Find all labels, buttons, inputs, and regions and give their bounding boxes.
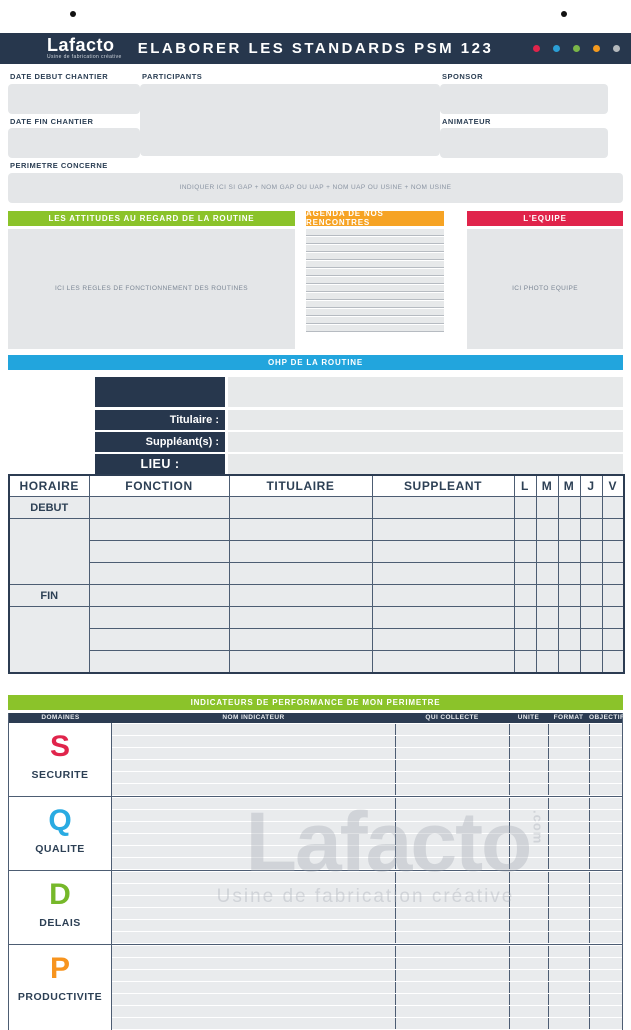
participants-label: PARTICIPANTS bbox=[142, 72, 203, 81]
date-debut-field[interactable] bbox=[8, 84, 140, 114]
ohp-table bbox=[8, 474, 625, 674]
date-debut-label: DATE DEBUT CHANTIER bbox=[10, 72, 109, 81]
lieu-label: LIEU : bbox=[95, 454, 225, 474]
agenda-line[interactable] bbox=[306, 317, 444, 324]
ohp-cell[interactable] bbox=[602, 563, 624, 585]
indicator-row[interactable] bbox=[112, 760, 622, 771]
agenda-line[interactable] bbox=[306, 229, 444, 236]
ohp-title-box[interactable] bbox=[95, 377, 225, 407]
ohp-cell[interactable] bbox=[89, 563, 229, 585]
domain-cell-securite bbox=[9, 723, 112, 796]
ohp-cell[interactable] bbox=[580, 607, 602, 629]
info-form bbox=[8, 69, 623, 158]
domain-cell-qualite bbox=[9, 797, 112, 870]
agenda-line[interactable] bbox=[306, 309, 444, 316]
ohp-cell[interactable] bbox=[536, 497, 558, 519]
indicator-row[interactable] bbox=[112, 994, 622, 1005]
middle-sections bbox=[8, 211, 623, 349]
ohp-cell[interactable] bbox=[536, 629, 558, 651]
indicator-row[interactable] bbox=[112, 908, 622, 919]
ohp-cell[interactable] bbox=[514, 607, 536, 629]
ohp-cell[interactable] bbox=[536, 651, 558, 673]
agenda-line[interactable] bbox=[306, 301, 444, 308]
ohp-cell[interactable] bbox=[372, 541, 514, 563]
logo-tagline-text: Usine de fabrication créative bbox=[47, 54, 122, 60]
indicator-row[interactable] bbox=[112, 1006, 622, 1017]
header-bar bbox=[0, 33, 631, 64]
table-row bbox=[9, 519, 624, 541]
domain-section-productivite bbox=[9, 945, 622, 1030]
indicator-row[interactable] bbox=[112, 946, 622, 957]
ohp-cell[interactable] bbox=[229, 519, 372, 541]
ohp-cell[interactable] bbox=[558, 563, 580, 585]
sponsor-label: SPONSOR bbox=[442, 72, 484, 81]
ohp-cell[interactable] bbox=[514, 629, 536, 651]
indicator-rows bbox=[112, 871, 622, 944]
agenda-line[interactable] bbox=[306, 245, 444, 252]
ohp-cell[interactable] bbox=[558, 607, 580, 629]
col-titulaire: TITULAIRE bbox=[229, 475, 372, 497]
domain-cell-delais bbox=[9, 871, 112, 944]
indicator-rows bbox=[112, 945, 622, 1030]
ohp-cell[interactable] bbox=[372, 563, 514, 585]
watermark-com-text: .com bbox=[530, 810, 546, 845]
ohp-cell[interactable] bbox=[580, 497, 602, 519]
agenda-line[interactable] bbox=[306, 237, 444, 244]
ohp-cell[interactable] bbox=[229, 563, 372, 585]
indicator-row[interactable] bbox=[112, 784, 622, 795]
ohp-cell[interactable] bbox=[514, 563, 536, 585]
ohp-cell[interactable] bbox=[372, 585, 514, 607]
col-day-v: V bbox=[602, 475, 624, 497]
indicator-row[interactable] bbox=[112, 724, 622, 735]
horaire-merged-cell[interactable] bbox=[9, 519, 89, 585]
logo-brand-text: Lafacto bbox=[47, 35, 115, 55]
ohp-cell[interactable] bbox=[602, 629, 624, 651]
ohp-cell[interactable] bbox=[89, 629, 229, 651]
indicator-row[interactable] bbox=[112, 982, 622, 993]
col-nom-indicateur: NOM INDICATEUR bbox=[222, 713, 285, 721]
date-fin-field[interactable] bbox=[8, 128, 140, 158]
agenda-line[interactable] bbox=[306, 277, 444, 284]
indicator-row[interactable] bbox=[112, 884, 622, 895]
domain-name-qualite: QUALITE bbox=[35, 842, 85, 855]
ohp-cell[interactable] bbox=[229, 651, 372, 673]
col-suppleant: SUPPLEANT bbox=[372, 475, 514, 497]
domain-section-delais bbox=[9, 871, 622, 945]
ohp-cell[interactable] bbox=[580, 651, 602, 673]
indicator-row[interactable] bbox=[112, 822, 622, 833]
indicators-table bbox=[8, 713, 623, 1030]
ohp-cell[interactable] bbox=[372, 629, 514, 651]
table-row bbox=[9, 651, 624, 673]
debut-cell: DEBUT bbox=[9, 497, 89, 519]
ohp-cell[interactable] bbox=[372, 519, 514, 541]
domain-section-qualite bbox=[9, 797, 622, 871]
header-color-dots bbox=[533, 45, 620, 52]
ohp-cell[interactable] bbox=[372, 607, 514, 629]
indicator-row[interactable] bbox=[112, 748, 622, 759]
domain-section-securite bbox=[9, 723, 622, 797]
indicator-row[interactable] bbox=[112, 920, 622, 931]
perimetre-hint-text: INDIQUER ICI SI GAP + NOM GAP OU UAP + NOM UAP OU USINE + NOM USINE bbox=[179, 184, 452, 191]
animateur-label: ANIMATEUR bbox=[442, 116, 491, 126]
ohp-cell[interactable] bbox=[558, 585, 580, 607]
perimetre-field[interactable] bbox=[8, 173, 623, 203]
ohp-cell[interactable] bbox=[536, 585, 558, 607]
equipe-photo-box[interactable] bbox=[467, 229, 623, 349]
ohp-cell[interactable] bbox=[89, 607, 229, 629]
ohp-cell[interactable] bbox=[580, 563, 602, 585]
table-row bbox=[9, 607, 624, 629]
color-dot bbox=[533, 45, 540, 52]
color-dot bbox=[553, 45, 560, 52]
equipe-header: L'EQUIPE bbox=[467, 211, 623, 226]
section-equipe bbox=[467, 211, 623, 349]
agenda-line[interactable] bbox=[306, 293, 444, 300]
ohp-cell[interactable] bbox=[558, 497, 580, 519]
section-attitudes bbox=[8, 211, 295, 349]
ohp-cell[interactable] bbox=[89, 541, 229, 563]
watermark-tagline-text: Usine de fabrication créative bbox=[216, 886, 515, 907]
domain-name-securite: SECURITE bbox=[31, 768, 89, 781]
perimetre-label: PERIMETRE CONCERNE bbox=[10, 161, 108, 170]
indicator-row[interactable] bbox=[112, 872, 622, 883]
table-row bbox=[9, 563, 624, 585]
ohp-band: OHP DE LA ROUTINE bbox=[8, 355, 623, 370]
ohp-cell[interactable] bbox=[602, 541, 624, 563]
horaire-merged-cell[interactable] bbox=[9, 607, 89, 673]
ohp-title-field[interactable] bbox=[228, 377, 623, 407]
color-dot bbox=[593, 45, 600, 52]
col-horaire: HORAIRE bbox=[9, 475, 89, 497]
ohp-info-block bbox=[8, 377, 623, 474]
ohp-cell[interactable] bbox=[580, 519, 602, 541]
attitudes-header: LES ATTITUDES AU REGARD DE LA ROUTINE bbox=[8, 211, 295, 226]
fin-cell: FIN bbox=[9, 585, 89, 607]
equipe-placeholder-text: ICI PHOTO EQUIPE bbox=[512, 285, 578, 292]
ohp-cell[interactable] bbox=[514, 541, 536, 563]
agenda-lines bbox=[306, 229, 444, 349]
domain-cell-productivite bbox=[9, 945, 112, 1030]
indicators-band: INDICATEURS DE PERFORMANCE DE MON PERIMETRE bbox=[8, 695, 623, 710]
indicator-row[interactable] bbox=[112, 810, 622, 821]
ohp-cell[interactable] bbox=[602, 607, 624, 629]
color-dot bbox=[573, 45, 580, 52]
ohp-cell[interactable] bbox=[558, 651, 580, 673]
ohp-cell[interactable] bbox=[602, 651, 624, 673]
titulaire-field[interactable] bbox=[228, 410, 623, 430]
ohp-cell[interactable] bbox=[514, 651, 536, 673]
col-domaines: DOMAINES bbox=[41, 713, 80, 721]
ohp-cell[interactable] bbox=[558, 629, 580, 651]
domain-letter-d: D bbox=[49, 877, 71, 911]
lafacto-logo bbox=[47, 36, 122, 60]
indicator-row[interactable] bbox=[112, 896, 622, 907]
agenda-line[interactable] bbox=[306, 253, 444, 260]
suppleant-label: Suppléant(s) : bbox=[95, 432, 225, 452]
table-row bbox=[9, 629, 624, 651]
table-row bbox=[9, 585, 624, 607]
domain-letter-q: Q bbox=[48, 803, 72, 837]
page-title: ELABORER LES STANDARDS PSM 123 bbox=[137, 40, 494, 57]
indicator-row[interactable] bbox=[112, 736, 622, 747]
col-day-l: L bbox=[514, 475, 536, 497]
ohp-cell[interactable] bbox=[602, 519, 624, 541]
punch-strip bbox=[0, 0, 631, 33]
ohp-cell[interactable] bbox=[602, 585, 624, 607]
ohp-cell[interactable] bbox=[536, 563, 558, 585]
domain-name-delais: DELAIS bbox=[39, 916, 81, 929]
col-qui-collecte: QUI COLLECTE bbox=[425, 713, 479, 721]
ohp-cell[interactable] bbox=[536, 519, 558, 541]
date-fin-label: DATE FIN CHANTIER bbox=[10, 116, 94, 126]
indicator-row[interactable] bbox=[112, 772, 622, 783]
agenda-line[interactable] bbox=[306, 269, 444, 276]
indicator-row[interactable] bbox=[112, 798, 622, 809]
indicator-row[interactable] bbox=[112, 858, 622, 869]
ohp-cell[interactable] bbox=[536, 541, 558, 563]
col-day-m2: M bbox=[558, 475, 580, 497]
indicator-rows bbox=[112, 797, 622, 870]
ohp-cell[interactable] bbox=[514, 519, 536, 541]
indicator-row[interactable] bbox=[112, 1018, 622, 1029]
col-day-j: J bbox=[580, 475, 602, 497]
sponsor-field[interactable] bbox=[440, 84, 608, 114]
indicator-rows bbox=[112, 723, 622, 796]
domain-letter-s: S bbox=[49, 729, 70, 763]
color-dot bbox=[613, 45, 620, 52]
ohp-cell[interactable] bbox=[580, 629, 602, 651]
ohp-cell[interactable] bbox=[229, 629, 372, 651]
col-fonction: FONCTION bbox=[89, 475, 229, 497]
ohp-cell[interactable] bbox=[580, 585, 602, 607]
indicator-row[interactable] bbox=[112, 932, 622, 943]
ohp-cell[interactable] bbox=[372, 651, 514, 673]
domain-name-productivite: PRODUCTIVITE bbox=[17, 990, 103, 1003]
col-objectif: OBJECTIF bbox=[589, 713, 625, 721]
attitudes-placeholder-text: ICI LES REGLES DE FONCTIONNEMENT DES ROUTINES bbox=[54, 285, 249, 292]
agenda-line[interactable] bbox=[306, 261, 444, 268]
indicator-row[interactable] bbox=[112, 970, 622, 981]
punch-hole-dot-left bbox=[70, 11, 76, 17]
suppleant-field[interactable] bbox=[228, 432, 623, 452]
ohp-cell[interactable] bbox=[558, 541, 580, 563]
animateur-field[interactable] bbox=[440, 128, 608, 158]
section-agenda bbox=[306, 211, 444, 349]
indicators-header-row bbox=[9, 713, 625, 723]
punch-hole-dot-right bbox=[561, 11, 567, 17]
col-format: FORMAT bbox=[553, 713, 584, 721]
agenda-header: AGENDA DE NOS RENCONTRES bbox=[306, 211, 444, 226]
table-row bbox=[9, 497, 624, 519]
ohp-cell[interactable] bbox=[514, 585, 536, 607]
table-row bbox=[9, 541, 624, 563]
ohp-cell[interactable] bbox=[558, 519, 580, 541]
ohp-cell[interactable] bbox=[89, 497, 229, 519]
indicator-row[interactable] bbox=[112, 834, 622, 845]
agenda-line[interactable] bbox=[306, 325, 444, 332]
ohp-cell[interactable] bbox=[536, 607, 558, 629]
ohp-cell[interactable] bbox=[89, 519, 229, 541]
lieu-field[interactable] bbox=[228, 454, 623, 474]
titulaire-label: Titulaire : bbox=[95, 410, 225, 430]
agenda-line[interactable] bbox=[306, 285, 444, 292]
attitudes-box[interactable] bbox=[8, 229, 295, 349]
ohp-cell[interactable] bbox=[229, 607, 372, 629]
ohp-cell[interactable] bbox=[602, 497, 624, 519]
indicator-row[interactable] bbox=[112, 846, 622, 857]
ohp-cell[interactable] bbox=[229, 541, 372, 563]
ohp-cell[interactable] bbox=[229, 585, 372, 607]
watermark-brand-text: Lafacto bbox=[245, 795, 531, 889]
col-unite: UNITE bbox=[517, 713, 540, 721]
domain-letter-p: P bbox=[49, 951, 70, 985]
ohp-cell[interactable] bbox=[514, 497, 536, 519]
participants-field[interactable] bbox=[140, 84, 440, 156]
indicator-row[interactable] bbox=[112, 958, 622, 969]
ohp-cell[interactable] bbox=[89, 651, 229, 673]
col-day-m1: M bbox=[536, 475, 558, 497]
ohp-cell[interactable] bbox=[229, 497, 372, 519]
ohp-cell[interactable] bbox=[372, 497, 514, 519]
ohp-table-header-row bbox=[9, 475, 624, 497]
ohp-cell[interactable] bbox=[580, 541, 602, 563]
ohp-cell[interactable] bbox=[89, 585, 229, 607]
